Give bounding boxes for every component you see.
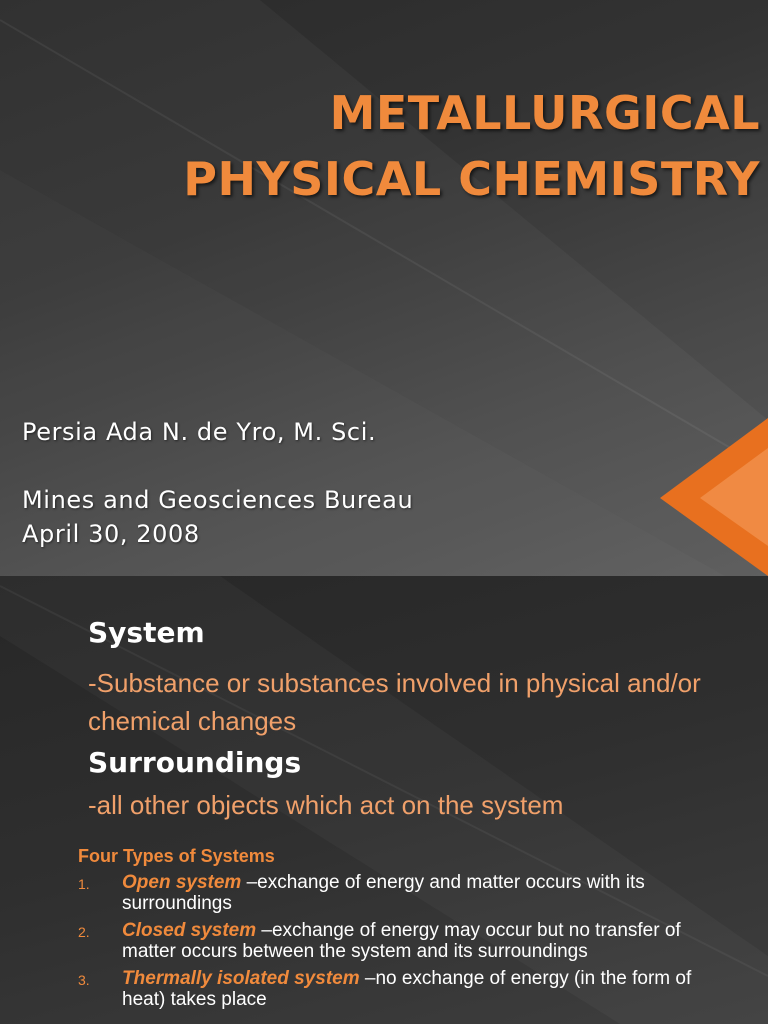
title-line-1: METALLURGICAL (329, 86, 760, 140)
list-item (78, 872, 738, 914)
author-name: Persia Ada N. de Yro, M. Sci. (22, 418, 377, 446)
system-types-list (78, 872, 738, 1016)
type-description: –no exchange of energy (in the form of heat) takes place (122, 968, 692, 1010)
type-term: Closed system (122, 920, 257, 941)
definitions-slide (0, 576, 768, 1024)
organization-name: Mines and Geosciences Bureau (22, 486, 414, 514)
system-definition: -Substance or substances involved in physical and/or chemical changes (88, 668, 701, 736)
title-line-2: PHYSICAL CHEMISTRY (183, 152, 760, 206)
surroundings-definition: -all other objects which act on the system (88, 790, 564, 820)
list-number: 3. (78, 972, 90, 988)
type-term: Open system (122, 872, 242, 893)
list-item (78, 968, 738, 1010)
type-term: Thermally isolated system (122, 968, 360, 989)
types-heading: Four Types of Systems (78, 846, 275, 866)
list-number: 2. (78, 924, 90, 940)
list-item (78, 920, 738, 962)
slide-title (60, 80, 760, 212)
presentation-date: April 30, 2008 (22, 520, 200, 548)
type-description: –exchange of energy and matter occurs with its surroundings (122, 872, 645, 914)
type-description: –exchange of energy may occur but no transfer of matter occurs between the system and its surroundings (122, 920, 681, 962)
system-heading: System (88, 616, 205, 649)
list-number: 1. (78, 876, 90, 892)
surroundings-heading: Surroundings (88, 746, 302, 779)
